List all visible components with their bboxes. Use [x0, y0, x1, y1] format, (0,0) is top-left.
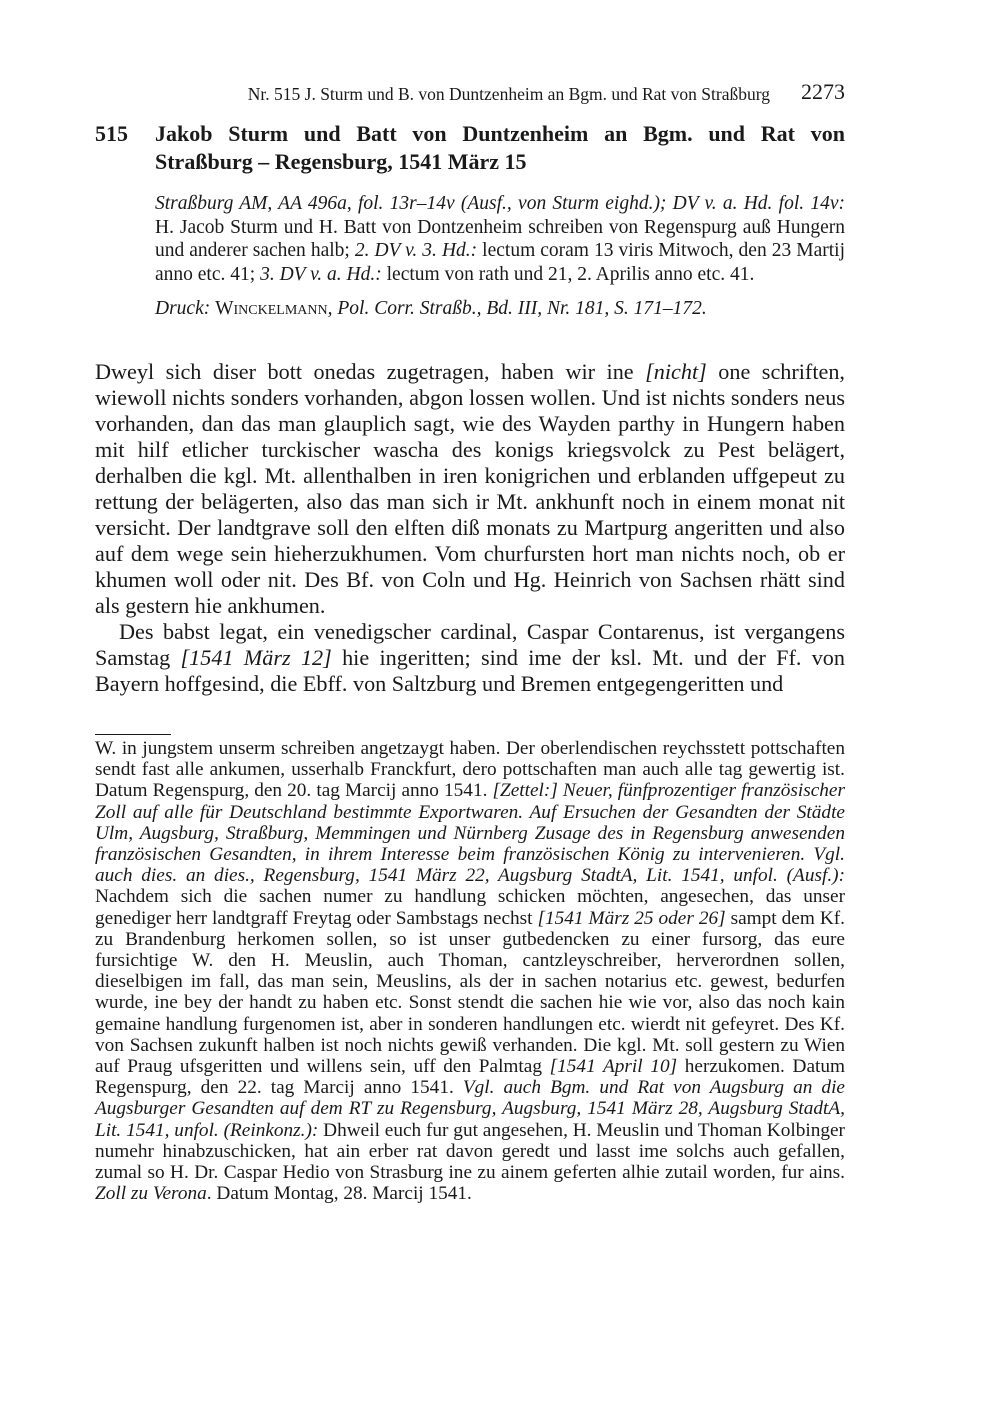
running-head-title: Nr. 515 J. Sturm und B. von Duntzenheim an Bgm. und Rat von Straßburg: [247, 84, 770, 104]
print-citation: , Pol. Corr. Straßb., Bd. III, Nr. 181, S. 171–172.: [327, 298, 707, 319]
footnote-date: [1541 April 10]: [549, 1056, 678, 1078]
entry-number: 515: [95, 121, 128, 146]
paragraph: Dweyl sich diser bott onedas zugetragen, haben wir ine [nicht] one schriften, wiewoll nichts sonders vorhanden, abgon lossen wollen. Und ist nichts sonders neus vorhanden, dan das man glauplich sagt, wie des Wayden parthy in Hungern haben mit hilf etlicher turckischer wascha des konigs kriegsvolck zu Pest belägert, derhalben die kgl. Mt. allenthalben in iren konigrichen und erblanden uffgepeut zu rettung der belägerten, also das man sich ir Mt. ankhunft noch in einem monat nit versicht. Der landtgrave soll den elften diß monats zu Martpurg angeritten und also auf dem wege sein hieherzukhumen. Vom churfursten hort man nichts noch, ob er khumen woll oder nit. Des Bf. von Coln und Hg. Heinrich von Sachsen rhätt sind als gestern hie ankhumen.: [95, 359, 845, 618]
entry-title: Jakob Sturm und Batt von Duntzenheim an Bgm. und Rat von Straßburg – Regensburg, 1541 März 15: [155, 121, 845, 174]
main-text: [95, 359, 845, 697]
source-endorsement-3: lectum von rath und 21, 2. Aprilis anno etc. 41.: [381, 263, 755, 285]
print-author: Winckelmann: [215, 298, 328, 319]
source-endorsement-1: H. Jacob Sturm und H. Batt von Dontzenheim schreiben von Regenspurg auß Hungern und anderer sachen halb;: [155, 216, 845, 261]
footnote-divider: [95, 734, 171, 735]
page-number: 2273: [801, 79, 845, 104]
print-reference: [155, 297, 845, 321]
source-endorsement-2: lectum coram 13 viris Mitwoch, den 23 Martij anno etc. 41;: [155, 240, 845, 285]
footnote: W. in jungstem unserm schreiben angetzaygt haben. Der oberlendischen reychsstett pottschaften sendt fast alle ankumen, usserhalb Franckfurt, dero pottschaften man auch alle tag gewertig ist. Datum Regenspurg, den 20. tag Marcij anno 1541. [Zettel:] Neuer, fünfprozentiger französischer Zoll auf alle für Deutschland bestimmte Exportwaren. Auf Ersuchen der Gesandten der Städte Ulm, Augsburg, Straßburg, Memmingen und Nürnberg Zusage des in Regensburg anwesenden französischen Gesandten, in ihrem Interesse beim französischen König zu intervenieren. Vgl. auch dies. an dies., Regensburg, 1541 März 22, Augsburg StadtA, Lit. 1541, unfol. (Ausf.): Nachdem sich die sachen numer zu handlung schicken möchten, angesechen, das unser genediger herr landtgraff Freytag oder Sambstags nechst [1541 März 25 oder 26] sampt dem Kf. zu Brandenburg herkomen sollen, so ist unser gutbedencken zu einer fursorg, das eure fursichtige W. den H. Meuslin, auch Thoman, cantzleyschreiber, herverordnen sollen, dieselbigen im fall, das man sein, Meuslins, als der in sachen notarius etc. gewest, bedurfen wurde, ine bey der handt zu haben etc. Sonst stendt die sachen hie wie vor, also das noch kain gemaine handlung furgenomen ist, aber in sonderen handlungen etc. wierdt nit gefeyret. Des Kf. von Sachsen zukunft halben ist noch nichts gewiß verhanden. Die kgl. Mt. soll gestern zu Wien auf Praug ufsgeritten und willens sein, uff den Palmtag [1541 April 10] herzukomen. Datum Regenspurg, den 22. tag Marcij anno 1541. Vgl. auch Bgm. und Rat von Augsburg an die Augsburger Gesandten auf dem RT zu Regensburg, Augsburg, 1541 März 28, Augsburg StadtA, Lit. 1541, unfol. (Reinkonz.): Dhweil euch fur gut angesehen, H. Meuslin und Thoman Kolbinger numehr hinabzuschicken, hat ain erber rat davon geredt und lasst ime solchs auch gefallen, zumal so H. Dr. Caspar Hedio von Strasburg ine zu ainem geferten alhie zutail worden, fur ains. Zoll zu Verona. Datum Montag, 28. Marcij 1541.: [95, 738, 846, 1205]
footnote-editorial: Vgl. auch Bgm. und Rat von Augsburg an die Augsburger Gesandten auf dem RT zu Regensburg, Augsburg, 1541 März 28, Augsburg StadtA, Lit. 1541, unfol. (Reinkonz.):: [95, 1077, 845, 1141]
editorial-date: [1541 März 12]: [180, 645, 332, 670]
document-entry: [95, 120, 845, 321]
source-archive: Straßburg AM, AA 496a, fol. 13r–14v (Ausf., von Sturm eighd.); DV v. a. Hd. fol. 14v:: [155, 193, 845, 214]
running-head: [95, 80, 845, 108]
footnote-editorial: Zoll zu Verona: [95, 1183, 207, 1205]
paragraph: Des babst legat, ein venedigscher cardinal, Caspar Contarenus, ist vergangens Samstag [1541 März 12] hie ingeritten; sind ime der ksl. Mt. und der Ff. von Bayern hoffgesind, die Ebff. von Saltzburg und Bremen entgegengeritten und: [95, 619, 845, 696]
source-note: [155, 192, 845, 286]
footnote-date: [1541 März 25 oder 26]: [537, 907, 726, 929]
print-label: Druck:: [155, 298, 216, 319]
footnote-editorial: [Zettel:] Neuer, fünfprozentiger französischer Zoll auf alle für Deutschland bestimmte Exportwaren. Auf Ersuchen der Gesandten der Städte Ulm, Augsburg, Straßburg, Memmingen und Nürnberg Zusage des in Regensburg anwesenden französischen Gesandten, in ihrem Interesse beim französischen König zu intervenieren. Vgl. auch dies. an dies., Regensburg, 1541 März 22, Augsburg StadtA, Lit. 1541, unfol. (Ausf.):: [95, 780, 845, 887]
source-endorsement-3-label: 3. DV v. a. Hd.:: [260, 263, 382, 285]
editorial-insertion: [nicht]: [645, 359, 707, 384]
source-endorsement-2-label: 2. DV v. 3. Hd.:: [354, 240, 478, 261]
